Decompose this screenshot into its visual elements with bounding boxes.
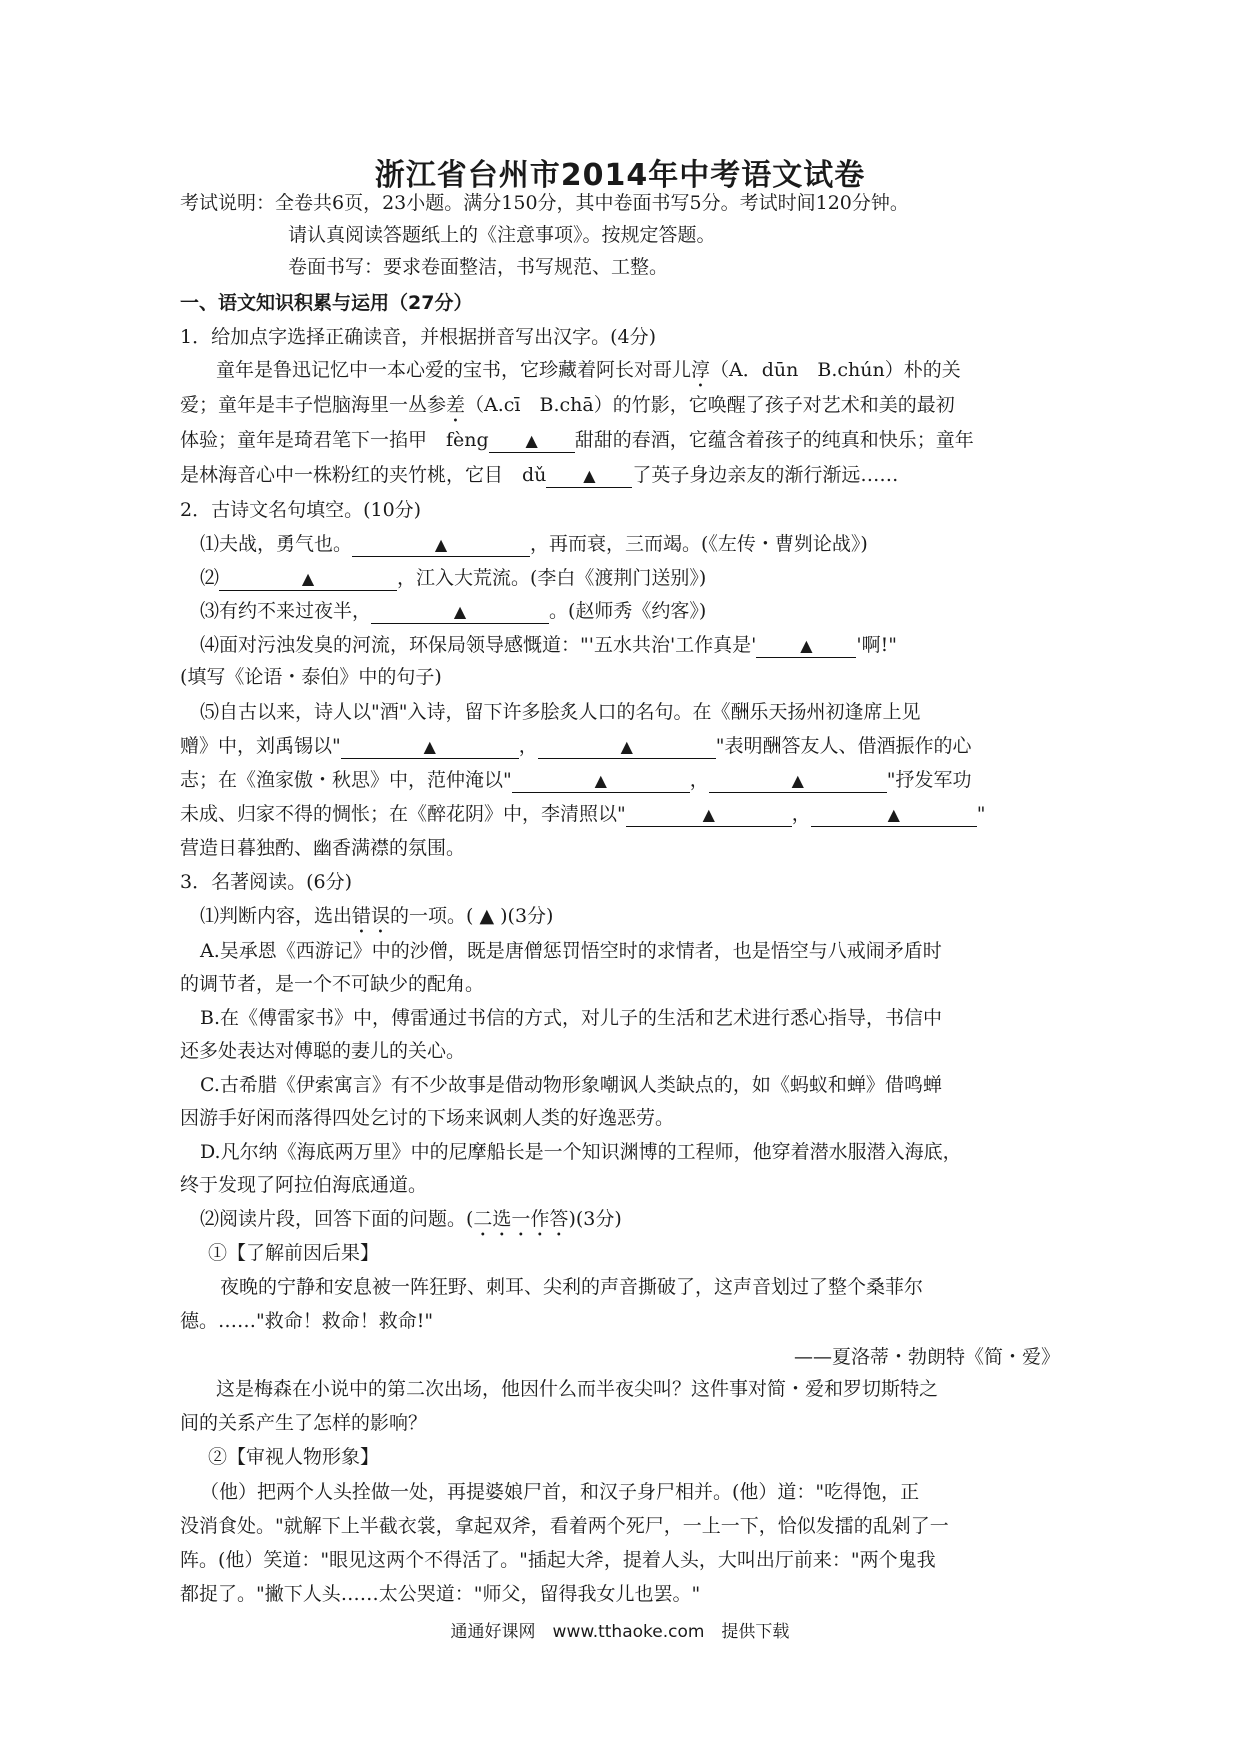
q1-para-line-2: 爱；童年是丰子恺脑海里一丛参差（A.cī B.chā）的竹影，它唤醒了孩子对艺术和美的最初 [180,394,955,416]
option-2-excerpt-line-1: （他）把两个人头拴做一处，再提婆娘尸首，和汉子身尸相并。(他）道："吃得饱，正 [200,1481,920,1503]
triangle-marker-icon: ▲ [594,771,607,790]
option-a-line-2: 的调节者，是一个不可缺少的配角。 [180,973,485,995]
triangle-marker-icon: ▲ [791,771,804,790]
q2-item-4-note: (填写《论语・泰伯》中的句子) [180,666,442,688]
dotted-text: 二选一作答 [473,1208,569,1230]
q1-para-line-1: 童年是鲁迅记忆中一本心爱的宝书，它珍藏着阿长对哥儿淳（A．dūn B.chún）朴的关 [216,359,961,381]
answer-blank[interactable] [626,803,792,827]
option-2-excerpt-line-3: 阵。(他）笑道："眼见这两个不得活了。"插起大斧，提着人头，大叫出厅前来："两个鬼我 [180,1549,936,1571]
triangle-marker-icon: ▲ [887,805,900,824]
triangle-marker-icon: ▲ [620,737,633,756]
answer-blank[interactable] [512,769,690,793]
option-d-line-1: D.凡尔纳《海底两万里》中的尼摩船长是一个知识渊博的工程师，他穿着潜水服潜入海底， [200,1141,962,1163]
q2-item-5-line-2: 赠》中，刘禹锡以" ▲ ， ▲ "表明酬答友人、借酒振作的心 [180,735,972,757]
dotted-char: 差 [446,394,466,416]
triangle-marker-icon: ▲ [583,466,596,485]
q1-para-line-3: 体验；童年是琦君笔下一掐甲 fèng ▲ 甜甜的春酒，它蕴含着孩子的纯真和快乐；童年 [180,429,974,451]
answer-blank[interactable] [811,803,977,827]
instructions-line-3: 卷面书写：要求卷面整洁，书写规范、工整。 [288,256,669,278]
answer-blank[interactable] [546,464,632,488]
instructions-line-2: 请认真阅读答题纸上的《注意事项》。按规定答题。 [288,224,716,246]
option-2-excerpt-line-2: 没消食处。"就解下上半截衣裳，拿起双斧，看着两个死尸，一上一下，恰似发擂的乱剁了一 [180,1515,949,1537]
triangle-marker-icon: ▲ [453,602,467,621]
triangle-marker-icon: ▲ [702,805,715,824]
option-1-heading: ①【了解前因后果】 [208,1242,380,1264]
q2-item-3: ⑶有约不来过夜半， ▲ 。(赵师秀《约客》) [200,600,707,622]
option-1-excerpt-line-2: 德。……"救命！救命！救命!" [180,1310,434,1332]
section-heading: 一、语文知识积累与运用（27分） [180,292,473,314]
option-1-excerpt-line-1: 夜晚的宁静和安息被一阵狂野、刺耳、尖利的声音撕破了，这声音划过了整个桑菲尔 [220,1276,924,1298]
option-b-line-2: 还多处表达对傅聪的妻儿的关心。 [180,1040,466,1062]
page-title: 浙江省台州市2014年中考语文试卷 [374,158,866,193]
q2-item-5-line-4: 未成、归家不得的惆怅；在《醉花阴》中，李清照以" ▲ ， ▲ " [180,803,986,825]
answer-blank[interactable] [371,600,549,624]
dotted-char: 淳 [691,359,711,381]
answer-blank[interactable] [709,769,887,793]
option-2-excerpt-line-4: 都捉了。"撇下人头……太公哭道："师父，留得我女儿也罢。" [180,1583,701,1605]
triangle-marker-icon: ▲ [423,737,436,756]
option-c-line-1: C.古希腊《伊索寓言》有不少故事是借动物形象嘲讽人类缺点的，如《蚂蚁和蝉》借鸣蝉 [200,1074,942,1096]
option-d-line-2: 终于发现了阿拉伯海底通道。 [180,1174,428,1196]
q2-heading: 2．古诗文名句填空。(10分) [180,499,422,521]
answer-blank[interactable] [538,735,716,759]
answer-blank[interactable] [219,567,397,591]
option-b-line-1: B.在《傅雷家书》中，傅雷通过书信的方式，对儿子的生活和艺术进行悉心指导，书信中 [200,1007,943,1029]
triangle-marker-icon: ▲ [434,535,448,554]
q2-item-5-line-5: 营造日暮独酌、幽香满襟的氛围。 [180,837,466,859]
triangle-marker-icon: ▲ [525,431,538,450]
q3-sub-1: ⑴判断内容，选出错误的一项。( ▲ )(3分) [200,905,554,927]
q1-heading: 1．给加点字选择正确读音，并根据拼音写出汉字。(4分) [180,326,657,348]
option-2-heading: ②【审视人物形象】 [208,1446,380,1468]
q2-item-2: ⑵ ▲ ，江入大荒流。(李白《渡荆门送别》) [200,567,707,589]
option-a-line-1: A.吴承恩《西游记》中的沙僧，既是唐僧惩罚悟空时的求情者，也是悟空与八戒闹矛盾时 [200,940,942,962]
answer-blank[interactable] [341,735,519,759]
option-1-question-line-1: 这是梅森在小说中的第二次出场，他因什么而半夜尖叫？这件事对简・爱和罗切斯特之 [216,1378,939,1400]
answer-blank[interactable] [489,429,575,453]
answer-blank[interactable] [756,634,856,658]
dotted-text: 错误 [352,905,391,927]
q2-item-5-line-3: 志；在《渔家傲・秋思》中，范仲淹以" ▲ ， ▲ "抒发军功 [180,769,972,791]
q3-sub-2: ⑵阅读片段，回答下面的问题。(二选一作答)(3分) [200,1208,622,1230]
q3-heading: 3．名著阅读。(6分) [180,871,353,893]
option-1-source: ——夏洛蒂・勃朗特《简・爱》 [793,1346,1060,1368]
answer-blank[interactable] [352,533,530,557]
q1-para-line-4: 是林海音心中一株粉红的夹竹桃，它目 dǔ ▲ 了英子身边亲友的渐行渐远…… [180,464,899,486]
q2-item-4: ⑷面对污浊发臭的河流，环保局领导感慨道："'五水共治'工作真是' ▲ '啊!" [200,634,898,656]
q2-item-1: ⑴夫战，勇气也。 ▲ ，再而衰，三而竭。(《左传・曹刿论战》) [200,533,868,555]
q2-item-5-line-1: ⑸自古以来，诗人以"酒"入诗，留下许多脍炙人口的名句。在《酬乐天扬州初逢席上见 [200,701,921,723]
option-c-line-2: 因游手好闲而落得四处乞讨的下场来讽刺人类的好逸恶劳。 [180,1107,675,1129]
footer-download-note: 通通好课网 www.tthaoke.com 提供下载 [450,1622,790,1642]
instructions-line-1: 考试说明：全卷共6页，23小题。满分150分，其中卷面书写5分。考试时间120分钟。 [180,192,909,214]
triangle-marker-icon: ▲ [301,569,315,588]
option-1-question-line-2: 间的关系产生了怎样的影响？ [180,1412,428,1434]
triangle-marker-icon: ▲ [800,636,813,655]
